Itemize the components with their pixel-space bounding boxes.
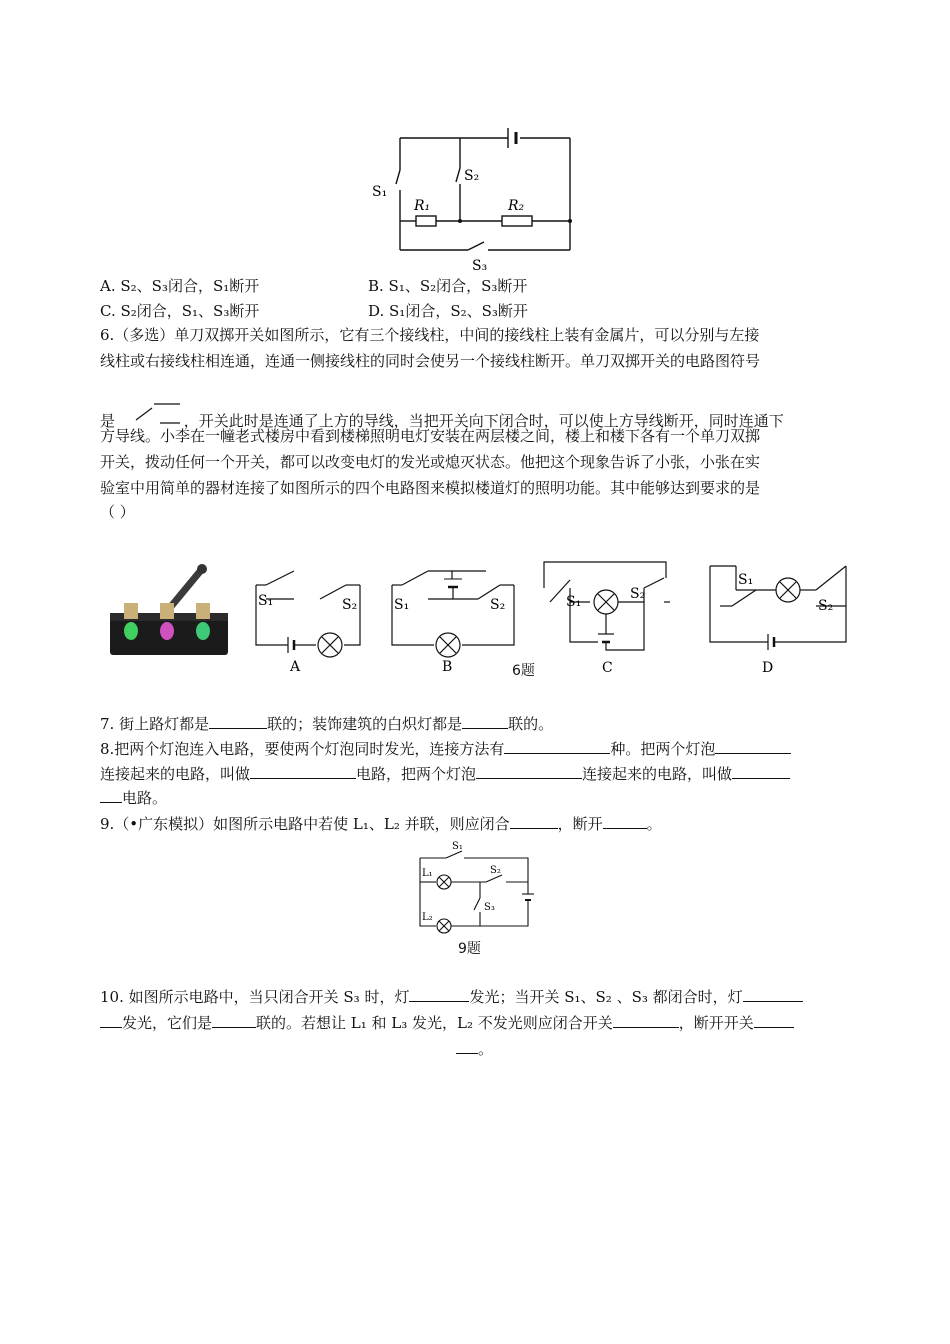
q9-l1-label: L₁: [422, 868, 433, 879]
q10-blank-3[interactable]: [212, 1011, 256, 1028]
q10-text-e: ，断开开关: [678, 1014, 754, 1032]
diagram-c-s1: S₁: [566, 594, 582, 610]
q9-text-c: 。: [646, 815, 662, 833]
circuit-diagram-d: [706, 560, 856, 678]
q7-text-b: 联的；装饰建筑的白炽灯都是: [267, 715, 463, 733]
q5-option-d[interactable]: D. S₁闭合，S₂、S₃断开: [368, 302, 528, 320]
q10-text-a: 10. 如图所示电路中，当只闭合开关 S₃ 时，灯: [100, 988, 410, 1006]
q9-s3-label: S₃: [484, 902, 495, 913]
q8-blank-5-cont[interactable]: [100, 786, 122, 803]
s1-label: S₁: [372, 184, 388, 200]
s2-label: S₂: [464, 168, 480, 184]
q9-circuit-diagram: [412, 838, 542, 938]
q8-text-c: 连接起来的电路，叫做: [100, 765, 251, 783]
q9-blank-1[interactable]: [510, 812, 558, 829]
q8-line-3: [100, 786, 167, 809]
diagram-b-label: B: [442, 659, 453, 675]
q5-option-c[interactable]: C. S₂闭合，S₁、S₃断开: [100, 302, 260, 320]
q7-text-a: 7. 街上路灯都是: [100, 715, 210, 733]
q10-text-c: 发光，它们是: [122, 1014, 213, 1032]
q10-line-3: [456, 1037, 493, 1060]
q9-text-a: 9.（•广东模拟）如图所示电路中若使 L₁、L₂ 并联，则应闭合: [100, 815, 510, 833]
diagram-a-s2: S₂: [342, 597, 358, 613]
q6-figure-caption: 6题: [512, 663, 535, 679]
q9-figure-caption: 9题: [458, 941, 481, 957]
q8-blank-1[interactable]: [504, 737, 610, 754]
q10-line-1: [100, 985, 803, 1008]
q8-text-f: 电路。: [122, 789, 168, 807]
diagram-d-s1: S₁: [738, 572, 754, 588]
q8-text-a: 8.把两个灯泡连入电路，要使两个灯泡同时发光，连接方法有: [100, 740, 505, 758]
q10-blank-5[interactable]: [754, 1011, 794, 1028]
q8-text-e: 连接起来的电路，叫做: [582, 765, 733, 783]
q8-line-1: [100, 737, 791, 760]
q8-blank-5[interactable]: [732, 762, 790, 779]
q10-text-b: 发光；当开关 S₁、S₂ 、S₃ 都闭合时，灯: [469, 988, 743, 1006]
spdt-switch-photo: [104, 555, 234, 665]
circuit-diagram-a: [250, 565, 370, 675]
q6-line-2: 线柱或右接线柱相连通，连通一侧接线柱的同时会使另一个接线柱断开。单刀双掷开关的电路图符号: [100, 352, 761, 370]
diagram-c-label: C: [602, 660, 613, 676]
q7-blank-1[interactable]: [209, 712, 267, 729]
q9-s1-label: S₁: [452, 841, 463, 852]
q10-text-f: 。: [478, 1040, 494, 1058]
q5-option-a[interactable]: A. S₂、S₃闭合，S₁断开: [100, 277, 260, 295]
q10-line-2: [100, 1011, 794, 1034]
r1-label: R₁: [414, 198, 431, 214]
r2-label: R₂: [508, 198, 525, 214]
q9-text-b: ，断开: [557, 815, 603, 833]
q9-line: [100, 812, 662, 835]
q8-blank-3[interactable]: [250, 762, 356, 779]
q10-blank-2[interactable]: [743, 985, 803, 1002]
q8-line-2: [100, 762, 790, 785]
q7-blank-2[interactable]: [462, 712, 508, 729]
q6-line-6: 验室中用简单的器材连接了如图所示的四个电路图来模拟楼道灯的照明功能。其中能够达到要求的是: [100, 479, 761, 497]
diagram-c-s2: S₂: [630, 586, 646, 602]
q5-option-b[interactable]: B. S₁、S₂闭合，S₃断开: [368, 277, 528, 295]
q10-text-d: 联的。若想让 L₁ 和 L₃ 发光，L₂ 不发光则应闭合开关: [256, 1014, 613, 1032]
q10-blank-2-cont[interactable]: [100, 1011, 122, 1028]
diagram-d-s2: S₂: [818, 598, 834, 614]
q7-line: [100, 712, 553, 735]
diagram-a-s1: S₁: [258, 593, 274, 609]
q6-line-7: （ ）: [100, 503, 135, 521]
q10-blank-5-cont[interactable]: [456, 1037, 478, 1054]
q8-text-d: 电路，把两个灯泡: [356, 765, 477, 783]
diagram-b-s2: S₂: [490, 597, 506, 613]
q9-blank-2[interactable]: [603, 812, 647, 829]
q7-text-c: 联的。: [508, 715, 554, 733]
q6-line-3-start: 是: [100, 412, 116, 430]
q10-blank-1[interactable]: [409, 985, 469, 1002]
diagram-d-label: D: [762, 660, 774, 676]
q8-blank-4[interactable]: [476, 762, 582, 779]
q6-line-5: 开关，拨动任何一个开关，都可以改变电灯的发光或熄灭状态。他把这个现象告诉了小张，小张在实: [100, 453, 761, 471]
q6-line-3-rest: ，开关此时是连通了上方的导线，当把开关向下闭合时，可以使上方导线断开，同时连通下: [183, 412, 784, 430]
q6-line-1: 6.（多选）单刀双掷开关如图所示，它有三个接线柱，中间的接线柱上装有金属片，可以分别与左接: [100, 326, 760, 344]
q9-s2-label: S₂: [490, 865, 501, 876]
diagram-a-label: A: [290, 659, 301, 675]
q6-line-4: 方导线。小李在一幢老式楼房中看到楼梯照明电灯安装在两层楼之间，楼上和楼下各有一个单刀双掷: [100, 427, 761, 445]
q8-text-b: 种。把两个灯泡: [610, 740, 716, 758]
q10-blank-4[interactable]: [613, 1011, 679, 1028]
diagram-b-s1: S₁: [394, 597, 410, 613]
s3-label: S₃: [472, 258, 488, 274]
circuit-diagram-b: [388, 565, 518, 675]
q8-blank-2[interactable]: [715, 737, 791, 754]
circuit-diagram-c: [540, 558, 680, 678]
q9-l2-label: L₂: [422, 912, 433, 923]
q5-circuit-diagram: [360, 120, 590, 280]
